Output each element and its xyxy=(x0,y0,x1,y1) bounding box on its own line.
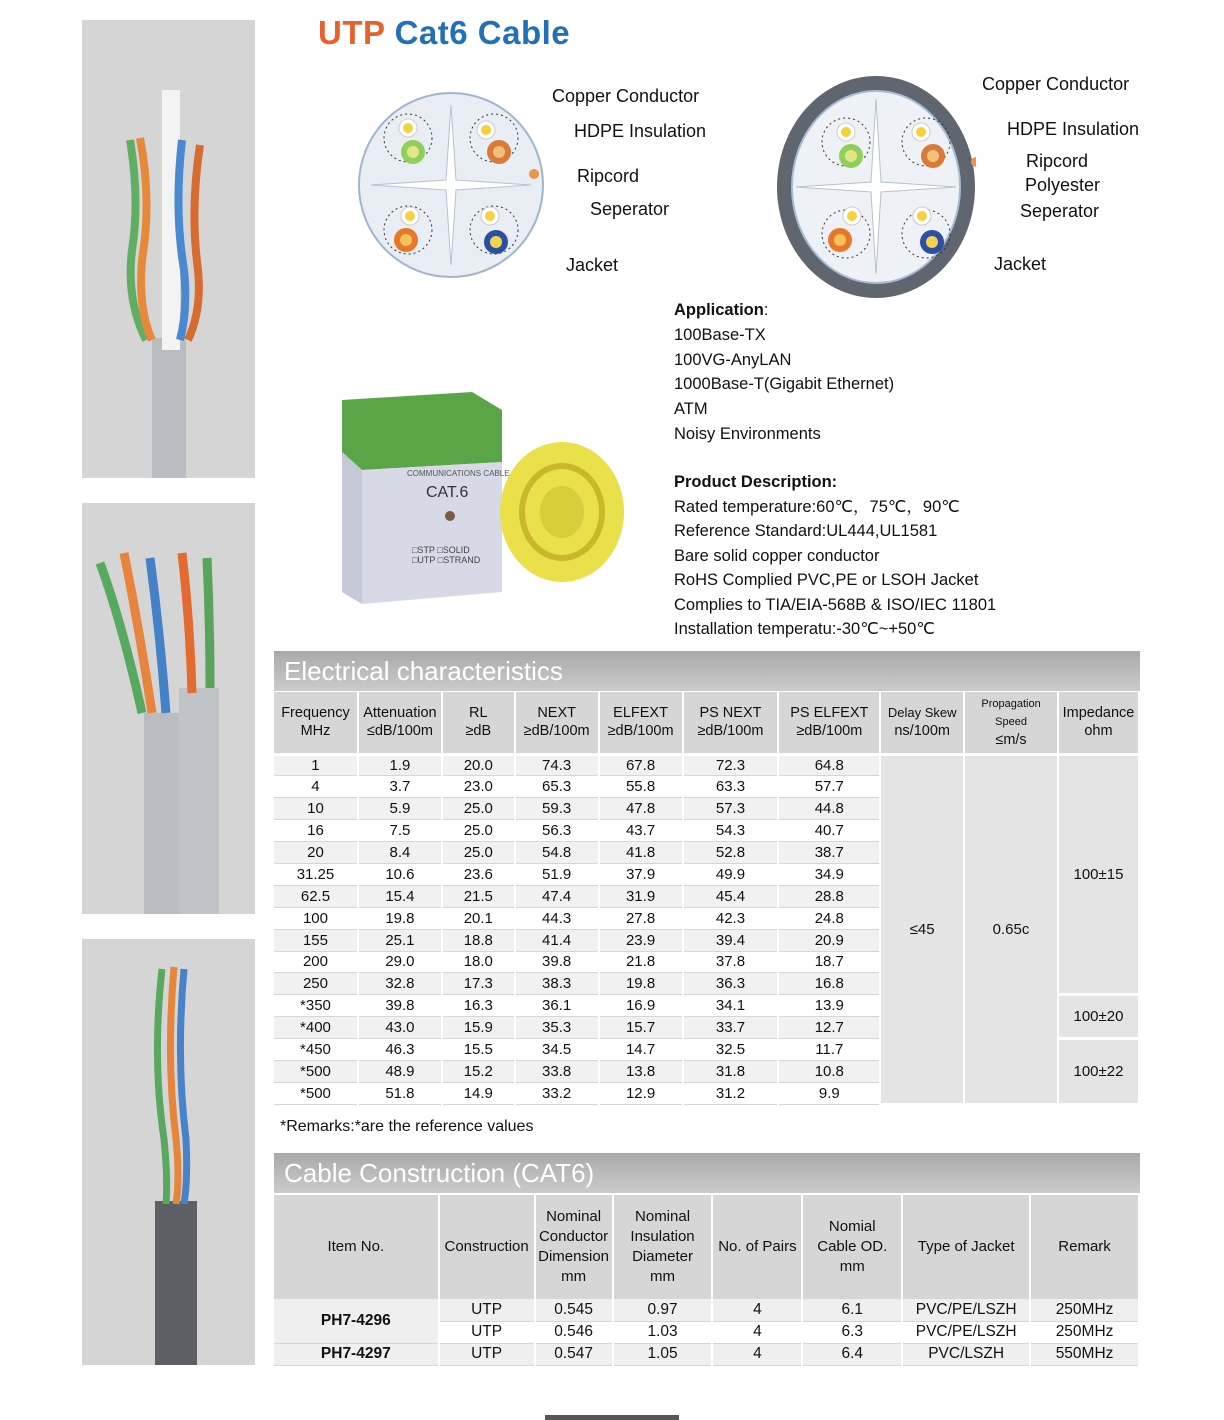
table-cell: 28.8 xyxy=(778,885,880,907)
table-cell: 29.0 xyxy=(358,951,442,973)
impedance-cell: 100±20 xyxy=(1058,995,1139,1039)
table-cell: 15.9 xyxy=(442,1017,515,1039)
propagation-speed-cell: 0.65c xyxy=(964,754,1058,1104)
table-cell: 43.0 xyxy=(358,1017,442,1039)
table-cell: 12.7 xyxy=(778,1017,880,1039)
table-cell: 16.8 xyxy=(778,973,880,995)
callout-jacket: Jacket xyxy=(566,255,619,275)
header-name: Impedance xyxy=(1062,705,1135,722)
table-cell: 15.4 xyxy=(358,885,442,907)
construction-section-title: Cable Construction (CAT6) xyxy=(274,1153,1140,1193)
footer-bar xyxy=(545,1415,679,1420)
box-options: □STP □SOLID □UTP □STRAND xyxy=(412,545,481,565)
callout-copper-conductor: Copper Conductor xyxy=(552,86,700,106)
table-cell: 23.0 xyxy=(442,776,515,798)
title-prefix: UTP xyxy=(318,14,385,51)
table-cell: 25.0 xyxy=(442,798,515,820)
table-cell: 12.9 xyxy=(599,1082,683,1104)
table-cell: 74.3 xyxy=(515,754,599,776)
table-cell: 42.3 xyxy=(683,907,779,929)
header-name: Attenuation xyxy=(363,705,437,722)
construction-table xyxy=(274,1195,1140,1366)
table-cell: 20.0 xyxy=(442,754,515,776)
table-cell: 67.8 xyxy=(599,754,683,776)
application-section: Application: 100Base-TX 100VG-AnyLAN 1000Base-T(Gigabit Ethernet) ATM Noisy Environments xyxy=(674,298,894,447)
construction-header-6: Type of Jacket xyxy=(902,1195,1030,1299)
electrical-header-2 xyxy=(442,692,515,754)
table-cell: 17.3 xyxy=(442,973,515,995)
table-row xyxy=(274,1299,1139,1321)
table-cell: 21.8 xyxy=(599,951,683,973)
item-number-cell: PH7-4296 xyxy=(274,1299,439,1343)
table-cell: 57.3 xyxy=(683,798,779,820)
table-cell: PVC/PE/LSZH xyxy=(902,1299,1030,1321)
box-brand-line: COMMUNICATIONS CABLE xyxy=(407,469,510,478)
table-cell: 41.8 xyxy=(599,842,683,864)
table-cell: 32.5 xyxy=(683,1039,779,1061)
table-cell: 39.4 xyxy=(683,929,779,951)
table-cell: 1.05 xyxy=(613,1343,713,1365)
box-model: CAT.6 xyxy=(426,484,469,501)
header-name: Propagation Speed xyxy=(981,698,1041,729)
callout-polyester-right: Polyester xyxy=(1025,175,1101,195)
table-cell: 6.4 xyxy=(802,1343,902,1365)
table-cell: 24.8 xyxy=(778,907,880,929)
table-cell: 250 xyxy=(274,973,358,995)
application-item: 1000Base-T(Gigabit Ethernet) xyxy=(674,375,895,394)
table-cell: 34.5 xyxy=(515,1039,599,1061)
table-cell: 47.4 xyxy=(515,885,599,907)
application-item: 100Base-TX xyxy=(674,325,766,344)
header-name: ELFEXT xyxy=(613,705,668,722)
electrical-header-5 xyxy=(683,692,779,754)
electrical-header-9 xyxy=(1058,692,1139,754)
header-unit: ≤m/s xyxy=(995,732,1027,749)
table-cell: 1 xyxy=(274,754,358,776)
electrical-header-4 xyxy=(599,692,683,754)
description-item: Installation temperatu:-30℃~+50℃ xyxy=(674,620,935,638)
table-cell: 7.5 xyxy=(358,820,442,842)
table-cell: 18.7 xyxy=(778,951,880,973)
impedance-cell: 100±22 xyxy=(1058,1039,1139,1105)
table-cell: 25.1 xyxy=(358,929,442,951)
table-row xyxy=(274,1343,1139,1365)
electrical-header-6 xyxy=(778,692,880,754)
remark-text: *Remarks:*are the reference values xyxy=(280,1118,534,1135)
title-rest: Cat6 Cable xyxy=(394,14,571,51)
header-unit: ≥dB/100m xyxy=(796,723,863,740)
table-cell: 43.7 xyxy=(599,820,683,842)
description-heading: Product Description: xyxy=(674,473,838,491)
table-cell: UTP xyxy=(439,1299,535,1321)
table-cell: 250MHz xyxy=(1030,1299,1139,1321)
table-cell: 5.9 xyxy=(358,798,442,820)
table-cell: 51.8 xyxy=(358,1082,442,1104)
table-cell: 32.8 xyxy=(358,973,442,995)
table-cell: *500 xyxy=(274,1082,358,1104)
table-cell: 33.7 xyxy=(683,1017,779,1039)
electrical-section-title: Electrical characteristics xyxy=(274,651,1140,691)
header-unit: ohm xyxy=(1084,723,1113,740)
table-cell: 46.3 xyxy=(358,1039,442,1061)
table-cell: 10.8 xyxy=(778,1060,880,1082)
construction-header-2: Nominal Conductor Dimension mm xyxy=(535,1195,613,1299)
table-cell: 36.1 xyxy=(515,995,599,1017)
construction-header-4: No. of Pairs xyxy=(712,1195,802,1299)
electrical-table xyxy=(274,692,1140,1106)
table-cell: 41.4 xyxy=(515,929,599,951)
construction-header-3: Nominal Insulation Diameter mm xyxy=(613,1195,713,1299)
table-cell: 39.8 xyxy=(515,951,599,973)
table-cell: 33.2 xyxy=(515,1082,599,1104)
table-cell: 49.9 xyxy=(683,863,779,885)
table-cell: 35.3 xyxy=(515,1017,599,1039)
product-description-section xyxy=(674,470,996,642)
application-item: ATM xyxy=(674,400,708,419)
header-unit: ≥dB/100m xyxy=(697,723,764,740)
table-cell: 37.8 xyxy=(683,951,779,973)
description-item: Complies to TIA/EIA-568B & ISO/IEC 11801 xyxy=(674,595,997,614)
table-cell: 31.9 xyxy=(599,885,683,907)
table-cell: 40.7 xyxy=(778,820,880,842)
header-unit: ns/100m xyxy=(894,723,950,740)
table-cell: 54.8 xyxy=(515,842,599,864)
delay-skew-cell: ≤45 xyxy=(880,754,964,1104)
table-cell: 550MHz xyxy=(1030,1343,1139,1365)
callout-hdpe-insulation-right: HDPE Insulation xyxy=(1007,119,1140,139)
table-cell: 64.8 xyxy=(778,754,880,776)
table-cell: 36.3 xyxy=(683,973,779,995)
table-cell: 72.3 xyxy=(683,754,779,776)
table-cell: 200 xyxy=(274,951,358,973)
construction-header-0: Item No. xyxy=(274,1195,439,1299)
product-box-image xyxy=(342,392,627,613)
electrical-header-8 xyxy=(964,692,1058,754)
table-cell: 25.0 xyxy=(442,820,515,842)
table-cell: 15.7 xyxy=(599,1017,683,1039)
electrical-header-1 xyxy=(358,692,442,754)
table-cell: 25.0 xyxy=(442,842,515,864)
table-cell: 13.9 xyxy=(778,995,880,1017)
table-cell: 51.9 xyxy=(515,863,599,885)
electrical-header-7 xyxy=(880,692,964,754)
table-cell: 1.03 xyxy=(613,1321,713,1343)
callout-seperator: Seperator xyxy=(590,199,670,219)
header-name: Frequency xyxy=(281,705,350,722)
table-cell: PVC/LSZH xyxy=(902,1343,1030,1365)
table-cell: 52.8 xyxy=(683,842,779,864)
table-cell: 16.9 xyxy=(599,995,683,1017)
table-cell: 0.547 xyxy=(535,1343,613,1365)
table-cell: 14.9 xyxy=(442,1082,515,1104)
table-cell: UTP xyxy=(439,1321,535,1343)
cross-section-diagram-stp xyxy=(776,74,976,305)
table-cell: 59.3 xyxy=(515,798,599,820)
header-name: Delay Skew xyxy=(887,705,957,721)
table-cell: 23.9 xyxy=(599,929,683,951)
application-item: Noisy Environments xyxy=(674,424,821,443)
construction-header-7: Remark xyxy=(1030,1195,1139,1299)
table-cell: 0.545 xyxy=(535,1299,613,1321)
table-cell: 55.8 xyxy=(599,776,683,798)
table-cell: 10.6 xyxy=(358,863,442,885)
table-cell: 20 xyxy=(274,842,358,864)
table-cell: 0.546 xyxy=(535,1321,613,1343)
table-cell: 16 xyxy=(274,820,358,842)
table-cell: 31.2 xyxy=(683,1082,779,1104)
table-cell: UTP xyxy=(439,1343,535,1365)
cable-photo-1 xyxy=(82,20,255,478)
table-cell: 16.3 xyxy=(442,995,515,1017)
table-cell: PVC/PE/LSZH xyxy=(902,1321,1030,1343)
table-cell: 54.3 xyxy=(683,820,779,842)
table-cell: 44.3 xyxy=(515,907,599,929)
table-cell: 19.8 xyxy=(358,907,442,929)
table-cell: 100 xyxy=(274,907,358,929)
table-cell: 15.2 xyxy=(442,1060,515,1082)
header-name: NEXT xyxy=(537,705,576,722)
table-cell: 9.9 xyxy=(778,1082,880,1104)
header-unit: ≤dB/100m xyxy=(366,723,433,740)
table-cell: 56.3 xyxy=(515,820,599,842)
table-cell: 44.8 xyxy=(778,798,880,820)
construction-header-1: Construction xyxy=(439,1195,535,1299)
table-cell: 4 xyxy=(274,776,358,798)
table-cell: *350 xyxy=(274,995,358,1017)
table-cell: 34.1 xyxy=(683,995,779,1017)
application-item: 100VG-AnyLAN xyxy=(674,350,792,369)
description-item: RoHS Complied PVC,PE or LSOH Jacket xyxy=(674,571,979,589)
table-cell: 38.3 xyxy=(515,973,599,995)
electrical-header-3 xyxy=(515,692,599,754)
header-unit: MHz xyxy=(300,723,331,740)
impedance-cell: 100±15 xyxy=(1058,754,1139,995)
table-cell: 33.8 xyxy=(515,1060,599,1082)
callout-copper-conductor-right: Copper Conductor xyxy=(982,74,1130,94)
header-name: PS NEXT xyxy=(699,705,762,722)
table-cell: 39.8 xyxy=(358,995,442,1017)
table-cell: 19.8 xyxy=(599,973,683,995)
table-cell: 3.7 xyxy=(358,776,442,798)
table-cell: 0.97 xyxy=(613,1299,713,1321)
table-cell: 47.8 xyxy=(599,798,683,820)
description-item: Rated temperature:60℃，75℃，90℃ xyxy=(674,497,960,516)
table-cell: 11.7 xyxy=(778,1039,880,1061)
table-cell: 1.9 xyxy=(358,754,442,776)
header-unit: ≥dB/100m xyxy=(523,723,590,740)
table-cell: 4 xyxy=(712,1299,802,1321)
construction-header-5: Nomial Cable OD. mm xyxy=(802,1195,902,1299)
table-cell: 38.7 xyxy=(778,842,880,864)
table-cell: 14.7 xyxy=(599,1039,683,1061)
header-name: PS ELFEXT xyxy=(790,705,869,722)
table-cell: 155 xyxy=(274,929,358,951)
header-unit: ≥dB xyxy=(465,723,492,740)
table-cell: 10 xyxy=(274,798,358,820)
table-cell: 37.9 xyxy=(599,863,683,885)
table-cell: 18.0 xyxy=(442,951,515,973)
table-cell: *400 xyxy=(274,1017,358,1039)
page-title xyxy=(318,14,570,52)
description-item: Bare solid copper conductor xyxy=(674,546,880,565)
header-name: RL xyxy=(469,705,488,722)
table-cell: 27.8 xyxy=(599,907,683,929)
table-cell: 62.5 xyxy=(274,885,358,907)
application-heading: Application xyxy=(674,301,764,319)
table-cell: 15.5 xyxy=(442,1039,515,1061)
table-cell: 250MHz xyxy=(1030,1321,1139,1343)
table-cell: 31.8 xyxy=(683,1060,779,1082)
table-cell: 34.9 xyxy=(778,863,880,885)
table-cell: *450 xyxy=(274,1039,358,1061)
table-cell: 4 xyxy=(712,1343,802,1365)
callout-hdpe-insulation: HDPE Insulation xyxy=(574,121,707,141)
callout-ripcord: Ripcord xyxy=(577,166,640,186)
table-cell: 20.9 xyxy=(778,929,880,951)
header-unit: ≥dB/100m xyxy=(607,723,674,740)
cable-photo-2 xyxy=(82,503,255,914)
table-cell: 31.25 xyxy=(274,863,358,885)
table-cell: 20.1 xyxy=(442,907,515,929)
table-cell: 18.8 xyxy=(442,929,515,951)
table-cell: 23.6 xyxy=(442,863,515,885)
electrical-header-0 xyxy=(274,692,358,754)
table-cell: 45.4 xyxy=(683,885,779,907)
callout-ripcord-right: Ripcord xyxy=(1026,151,1089,171)
table-cell: 48.9 xyxy=(358,1060,442,1082)
table-cell: 63.3 xyxy=(683,776,779,798)
table-cell: 8.4 xyxy=(358,842,442,864)
item-number-cell: PH7-4297 xyxy=(274,1343,439,1365)
table-cell: *500 xyxy=(274,1060,358,1082)
table-cell: 65.3 xyxy=(515,776,599,798)
cable-photo-3 xyxy=(82,939,255,1365)
cross-section-diagram-utp xyxy=(356,90,546,285)
table-cell: 4 xyxy=(712,1321,802,1343)
table-cell: 57.7 xyxy=(778,776,880,798)
table-cell: 13.8 xyxy=(599,1060,683,1082)
description-item: Reference Standard:UL444,UL1581 xyxy=(674,522,938,540)
table-row xyxy=(274,754,1139,776)
callout-seperator-right: Seperator xyxy=(1020,201,1100,221)
callout-jacket-right: Jacket xyxy=(994,254,1047,274)
table-cell: 6.1 xyxy=(802,1299,902,1321)
table-cell: 6.3 xyxy=(802,1321,902,1343)
table-cell: 21.5 xyxy=(442,885,515,907)
